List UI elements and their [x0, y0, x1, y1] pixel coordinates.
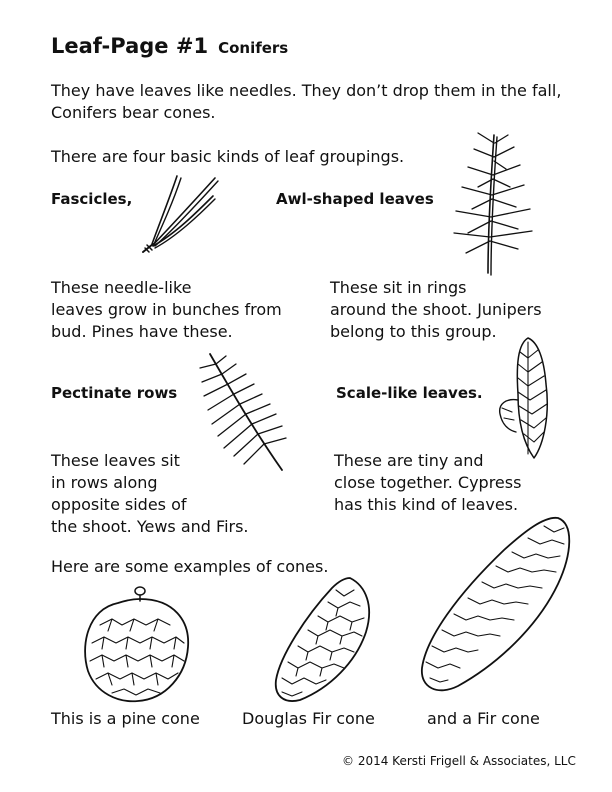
pectinate-heading: Pectinate rows [51, 384, 178, 402]
scale-description [334, 450, 521, 516]
cones-line: Here are some examples of cones. [51, 557, 329, 576]
title-text: Leaf-Page #1 [51, 34, 209, 58]
groupings-line: There are four basic kinds of leaf groupings. [51, 147, 405, 166]
description-line: These sit in rings [330, 278, 467, 297]
scale-heading: Scale-like leaves. [336, 384, 483, 402]
intro-line: Conifers bear cones. [51, 103, 216, 122]
juniper-shoot-icon [448, 133, 538, 275]
description-line: These needle-like [51, 278, 192, 297]
page-subtitle: Conifers [218, 39, 289, 57]
description-line: belong to this group. [330, 322, 497, 341]
intro-line: They have leaves like needles. They don’t drop them in the fall, [51, 81, 562, 100]
intro-paragraph [51, 80, 561, 124]
douglas-fir-cone-caption: Douglas Fir cone [242, 709, 375, 728]
cypress-scale-leaves-icon [494, 334, 554, 464]
fascicles-description [51, 277, 282, 343]
description-line: opposite sides of [51, 495, 187, 514]
fir-cone-icon [418, 514, 574, 694]
description-line: the shoot. Yews and Firs. [51, 517, 249, 536]
description-line: in rows along [51, 473, 158, 492]
description-line: close together. Cypress [334, 473, 522, 492]
copyright-notice: © 2014 Kersti Frigell & Associates, LLC [342, 754, 576, 768]
pine-needle-fascicle-icon [135, 172, 225, 262]
fascicles-heading: Fascicles, [51, 190, 133, 208]
fir-cone-caption: and a Fir cone [427, 709, 540, 728]
douglas-fir-cone-icon [270, 576, 380, 706]
description-line: These leaves sit [51, 451, 180, 470]
description-line: around the shoot. Junipers [330, 300, 542, 319]
awl-heading: Awl-shaped leaves [276, 190, 434, 208]
pine-cone-icon [78, 585, 193, 705]
description-line: These are tiny and [334, 451, 484, 470]
description-line: has this kind of leaves. [334, 495, 519, 514]
description-line: leaves grow in bunches from [51, 300, 282, 319]
page-title [51, 34, 288, 58]
pine-cone-caption: This is a pine cone [51, 709, 200, 728]
pectinate-description [51, 450, 249, 538]
description-line: bud. Pines have these. [51, 322, 233, 341]
